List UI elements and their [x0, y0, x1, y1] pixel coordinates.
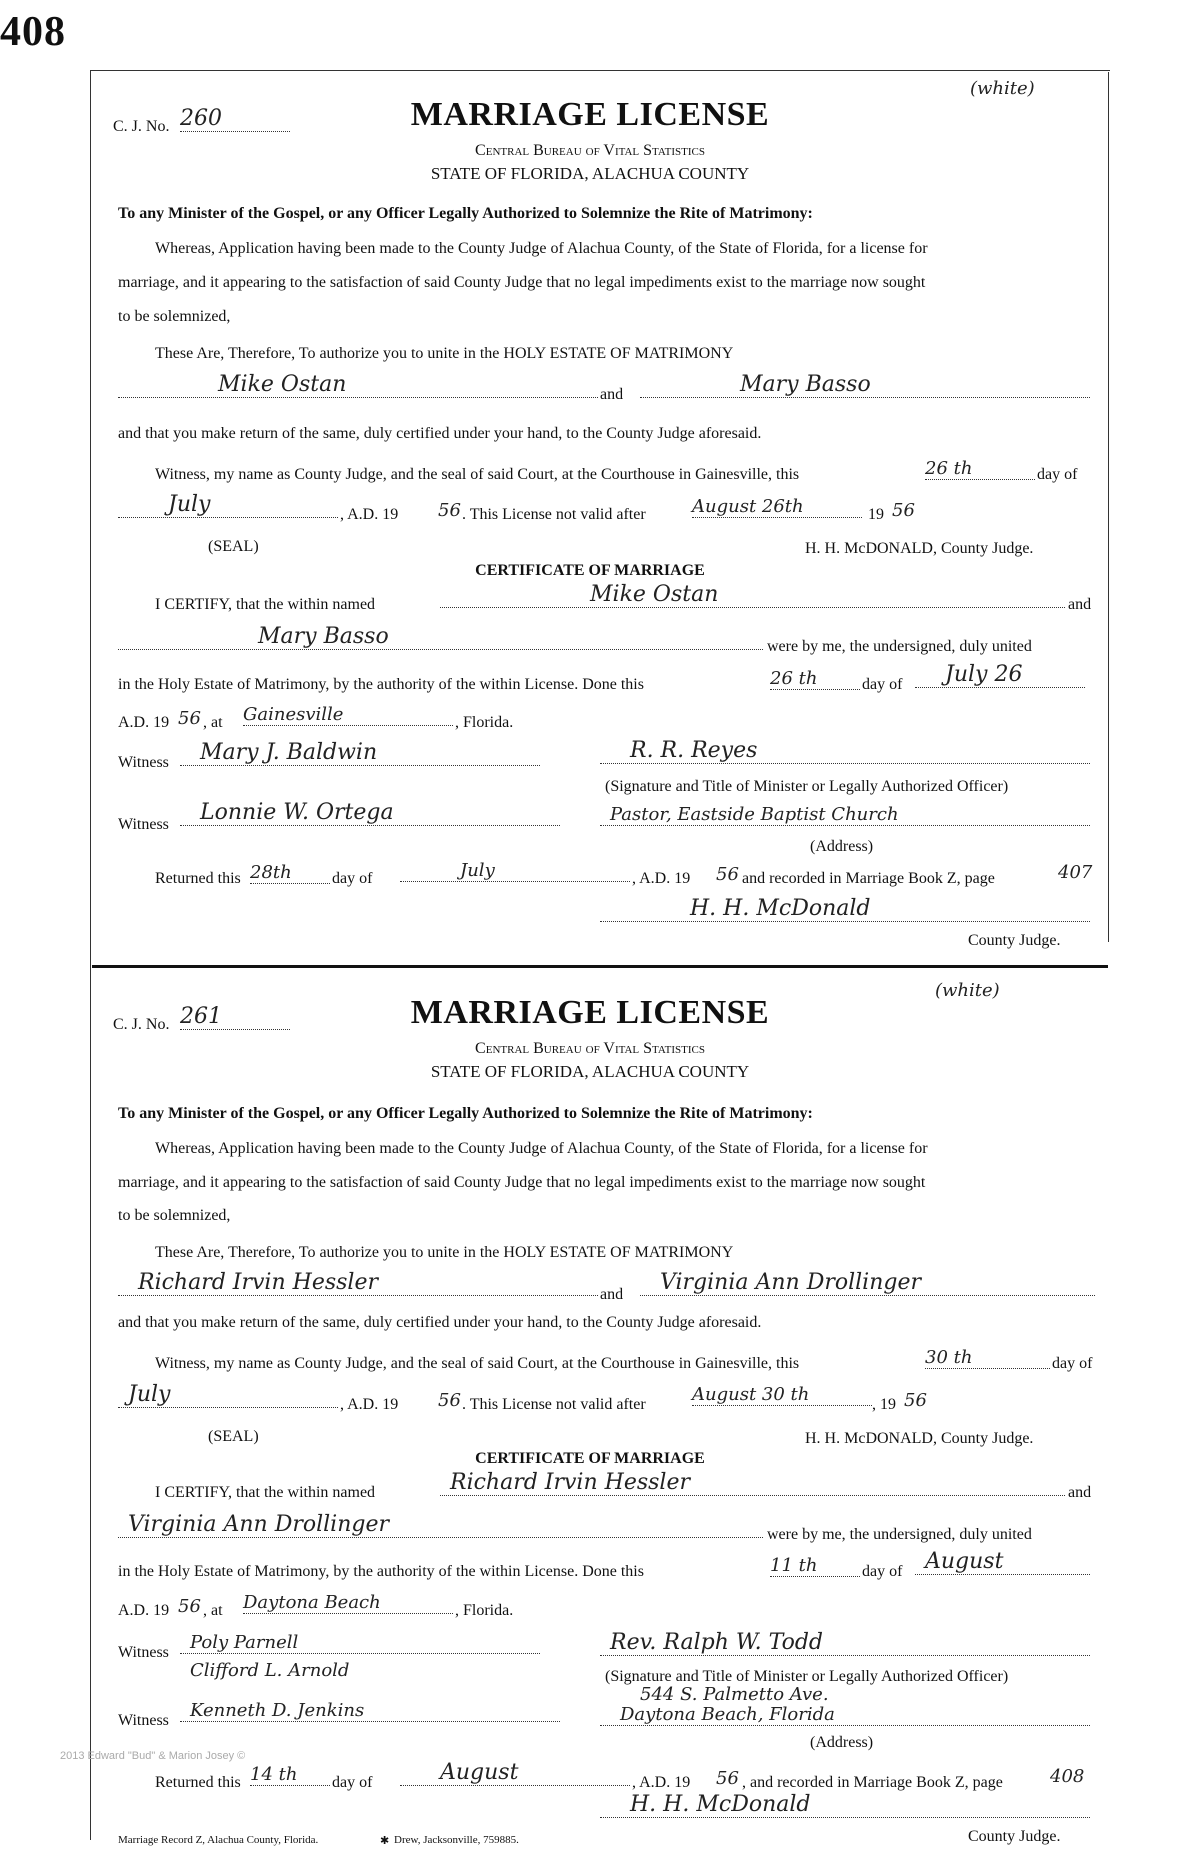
officer-signature: R. R. Reyes — [600, 738, 1090, 764]
witness-2-signature: Kenneth D. Jenkins — [180, 1700, 560, 1722]
marriage-place: Gainesville — [243, 704, 453, 726]
valid-until-date: August 30 th — [692, 1384, 872, 1406]
certificate-groom: Richard Irvin Hessler — [440, 1470, 1065, 1496]
done-day-of-label: day of — [862, 676, 903, 693]
state-county: STATE OF FLORIDA, ALACHUA COUNTY — [430, 1062, 750, 1081]
officer-signature: Rev. Ralph W. Todd — [600, 1630, 1090, 1656]
footer-printer: Drew, Jacksonville, 759885. — [394, 1834, 519, 1846]
i-certify-label: I CERTIFY, that the within named — [155, 1484, 376, 1501]
valid-year-prefix: , 19 — [872, 1396, 896, 1413]
officer-address: Pastor, Eastside Baptist Church — [600, 804, 1090, 826]
to-any-minister: To any Minister of the Gospel, or any Officer Legally Authorized to Solemnize the Rite of Matrimony: — [118, 1105, 813, 1122]
judge-signature: H. H. McDonald — [600, 1792, 1090, 1818]
county-judge-label: County Judge. — [968, 1828, 1061, 1845]
license-day: 30 th — [925, 1347, 1050, 1369]
florida-label: , Florida. — [455, 714, 514, 731]
done-day: 26 th — [770, 668, 860, 690]
witness-2-signature: Lonnie W. Ortega — [180, 800, 560, 826]
returned-day: 28th — [250, 862, 330, 884]
license-year: 56 — [438, 1390, 461, 1411]
footer-record: Marriage Record Z, Alachua County, Florida. — [118, 1834, 319, 1846]
returned-this-label: Returned this — [155, 870, 241, 887]
and-label: and — [600, 386, 624, 403]
valid-until-date: August 26th — [692, 496, 862, 518]
day-of-label: day of — [1037, 466, 1078, 483]
bureau-name: Central Bureau of Vital Statistics — [475, 142, 705, 159]
done-day: 11 th — [770, 1555, 860, 1577]
license-title: MARRIAGE LICENSE — [410, 96, 770, 133]
bureau-name: Central Bureau of Vital Statistics — [475, 1040, 705, 1057]
valid-year-prefix: 19 — [868, 506, 884, 523]
seal-label: (SEAL) — [208, 1428, 259, 1445]
return-text: and that you make return of the same, duly certified under your hand, to the County Judge aforesaid. — [118, 425, 762, 442]
license-title: MARRIAGE LICENSE — [410, 994, 770, 1031]
done-year: 56 — [178, 708, 201, 729]
witness-2-label: Witness — [118, 1712, 169, 1729]
signature-caption: (Signature and Title of Minister or Legally Authorized Officer) — [605, 778, 1009, 795]
done-day-of-label: day of — [862, 1563, 903, 1580]
seal-label: (SEAL) — [208, 538, 259, 555]
returned-day: 14 th — [250, 1764, 330, 1786]
license-month: July — [118, 1382, 338, 1408]
record-page: 407 — [1058, 862, 1093, 883]
florida-label: , Florida. — [455, 1602, 514, 1619]
these-are-therefore: These Are, Therefore, To authorize you to unite in the HOLY ESTATE OF MATRIMONY — [155, 1244, 734, 1261]
cj-label: C. J. No. — [113, 1016, 170, 1033]
license-day: 26 th — [925, 458, 1035, 480]
cj-number: 260 — [180, 106, 290, 132]
signature-caption: (Signature and Title of Minister or Legally Authorized Officer) — [605, 1668, 1009, 1685]
groom-name: Richard Irvin Hessler — [118, 1270, 598, 1296]
returned-month: August — [400, 1760, 630, 1786]
i-certify-label: I CERTIFY, that the within named — [155, 596, 376, 613]
license-year: 56 — [438, 500, 461, 521]
witness-county-judge-text: Witness, my name as County Judge, and the seal of said Court, at the Courthouse in Gainesville, this — [155, 466, 800, 483]
returned-this-label: Returned this — [155, 1774, 241, 1791]
whereas-line-2: marriage, and it appearing to the satisfaction of said County Judge that no legal impediments exist to the marriage now sought — [118, 274, 926, 291]
ad-label: , A.D. 19 — [340, 1396, 399, 1413]
returned-day-of-label: day of — [332, 1774, 373, 1791]
printer-mark-icon: ✱ — [380, 1835, 390, 1847]
recorded-label: , and recorded in Marriage Book Z, page — [742, 1774, 1003, 1791]
holy-estate-label: in the Holy Estate of Matrimony, by the authority of the within License. Done this — [118, 1563, 644, 1580]
not-valid-label: . This License not valid after — [462, 1396, 646, 1413]
done-ad-label: A.D. 19 — [118, 714, 170, 731]
whereas-line-3: to be solemnized, — [118, 308, 231, 325]
whereas-line-1: Whereas, Application having been made to the County Judge of Alachua County, of the State of Florida, for a license for — [155, 1140, 928, 1157]
returned-ad-label: , A.D. 19 — [632, 870, 691, 887]
witness-1-signature: Poly Parnell — [180, 1632, 540, 1654]
done-ad-label: A.D. 19 — [118, 1602, 170, 1619]
page-number: 408 — [0, 9, 66, 55]
witness-1-signature: Mary J. Baldwin — [180, 740, 540, 766]
county-judge-label: County Judge. — [968, 932, 1061, 949]
certificate-and: and — [1068, 1484, 1092, 1501]
state-county: STATE OF FLORIDA, ALACHUA COUNTY — [430, 164, 750, 183]
to-any-minister: To any Minister of the Gospel, or any Officer Legally Authorized to Solemnize the Rite of Matrimony: — [118, 205, 813, 222]
witness-1-label: Witness — [118, 754, 169, 771]
and-label: and — [600, 1286, 624, 1303]
certificate-groom: Mike Ostan — [440, 582, 1065, 608]
whereas-line-1: Whereas, Application having been made to the County Judge of Alachua County, of the State of Florida, for a license for — [155, 240, 928, 257]
whereas-line-3: to be solemnized, — [118, 1207, 231, 1224]
at-label: , at — [203, 714, 223, 731]
county-judge-name: H. H. McDONALD, County Judge. — [805, 540, 1034, 557]
race-note: (white) — [935, 980, 1000, 1001]
marriage-place: Daytona Beach — [243, 1592, 453, 1614]
not-valid-label: . This License not valid after — [462, 506, 646, 523]
ad-label: , A.D. 19 — [340, 506, 399, 523]
officer-address-line-1: 544 S. Palmetto Ave. — [640, 1684, 829, 1705]
certificate-title: CERTIFICATE OF MARRIAGE — [475, 1450, 705, 1467]
done-month: August — [915, 1549, 1090, 1575]
valid-year: 56 — [904, 1390, 927, 1411]
at-label: , at — [203, 1602, 223, 1619]
address-caption: (Address) — [810, 1734, 874, 1751]
day-of-label: day of — [1052, 1355, 1093, 1372]
returned-ad-label: , A.D. 19 — [632, 1774, 691, 1791]
address-caption: (Address) — [810, 838, 874, 855]
returned-month: July — [400, 860, 630, 882]
were-united-label: were by me, the undersigned, duly united — [767, 1526, 1032, 1543]
witness-1b-signature: Clifford L. Arnold — [190, 1660, 350, 1681]
judge-signature: H. H. McDonald — [600, 896, 1090, 922]
copyright-watermark: 2013 Edward "Bud" & Marion Josey © — [60, 1750, 246, 1762]
certificate-title: CERTIFICATE OF MARRIAGE — [475, 562, 705, 579]
were-united-label: were by me, the undersigned, duly united — [767, 638, 1032, 655]
these-are-therefore: These Are, Therefore, To authorize you to unite in the HOLY ESTATE OF MATRIMONY — [155, 345, 734, 362]
certificate-bride: Virginia Ann Drollinger — [118, 1512, 763, 1538]
bride-name: Virginia Ann Drollinger — [640, 1270, 1095, 1296]
race-note: (white) — [970, 78, 1035, 99]
returned-day-of-label: day of — [332, 870, 373, 887]
record-page: 408 — [1050, 1766, 1085, 1787]
bride-name: Mary Basso — [640, 372, 1090, 398]
whereas-line-2: marriage, and it appearing to the satisfaction of said County Judge that no legal impediments exist to the marriage now sought — [118, 1174, 926, 1191]
valid-year: 56 — [892, 500, 915, 521]
returned-year: 56 — [716, 864, 739, 885]
cj-label: C. J. No. — [113, 118, 170, 135]
holy-estate-label: in the Holy Estate of Matrimony, by the authority of the within License. Done this — [118, 676, 644, 693]
done-year: 56 — [178, 1596, 201, 1617]
return-text: and that you make return of the same, duly certified under your hand, to the County Judge aforesaid. — [118, 1314, 762, 1331]
groom-name: Mike Ostan — [118, 372, 598, 398]
county-judge-name: H. H. McDONALD, County Judge. — [805, 1430, 1034, 1447]
returned-year: 56 — [716, 1768, 739, 1789]
certificate-bride: Mary Basso — [118, 624, 763, 650]
certificate-and: and — [1068, 596, 1092, 613]
witness-2-label: Witness — [118, 816, 169, 833]
officer-address: Daytona Beach, Florida — [600, 1704, 1090, 1726]
cj-number: 261 — [180, 1004, 290, 1030]
witness-1-label: Witness — [118, 1644, 169, 1661]
witness-county-judge-text: Witness, my name as County Judge, and the seal of said Court, at the Courthouse in Gainesville, this — [155, 1355, 800, 1372]
recorded-label: and recorded in Marriage Book Z, page — [742, 870, 995, 887]
license-month: July — [118, 492, 338, 518]
done-month: July 26 — [915, 662, 1085, 688]
